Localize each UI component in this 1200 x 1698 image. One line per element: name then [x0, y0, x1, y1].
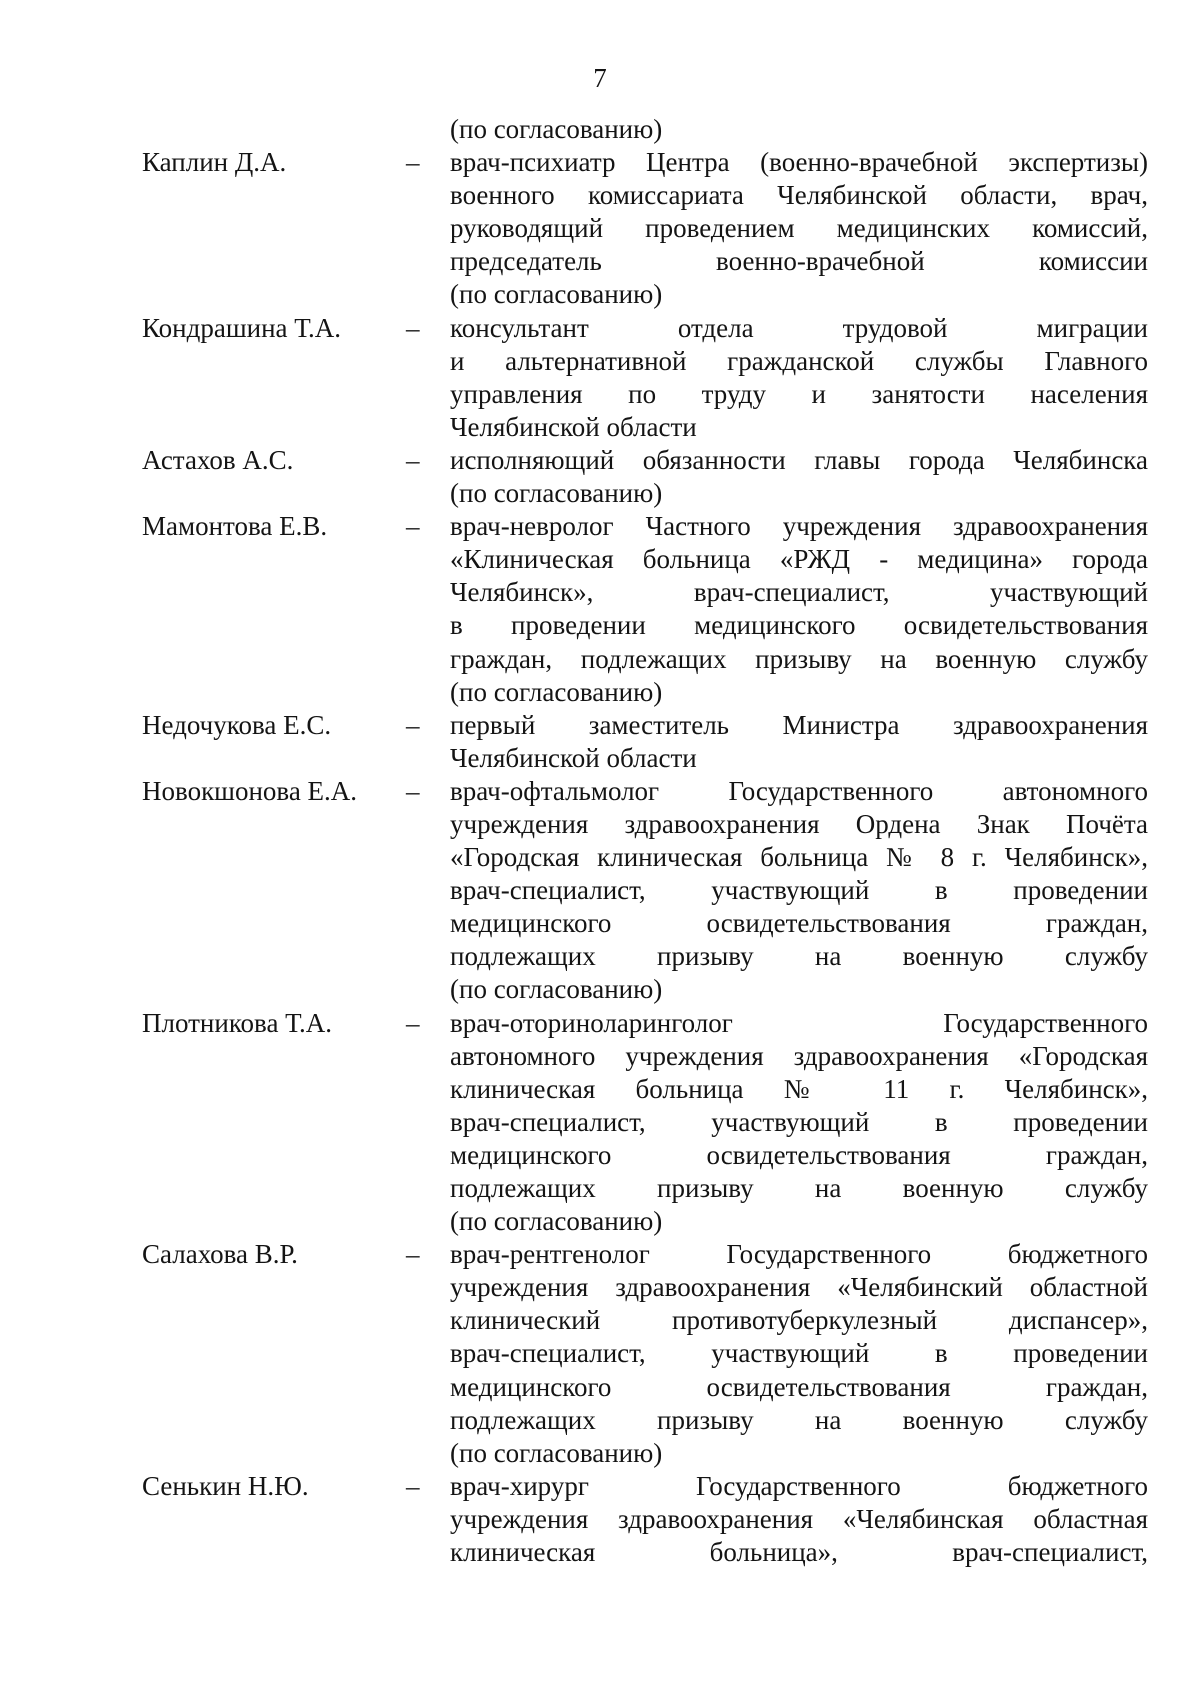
member-position-text: врач-специалист, участвующий в проведении — [450, 1106, 1148, 1137]
page-number: 7 — [593, 63, 607, 93]
entry-line — [0, 709, 1200, 742]
member-position-text: (по согласованию) — [450, 114, 663, 144]
member-position-text: военного комиссариата Челябинской области, врач, — [450, 180, 1148, 211]
member-entry — [0, 709, 1200, 775]
member-position-text: клинический противотуберкулезный диспансер», — [450, 1305, 1148, 1336]
entry-line — [0, 1304, 1200, 1337]
member-name: Астахов А.С. — [142, 444, 294, 475]
member-position-text: управления по труду и занятости населения — [450, 378, 1148, 409]
member-position-text: подлежащих призыву на военную службу — [450, 1404, 1148, 1435]
entry-line — [0, 1404, 1200, 1437]
commission-member-list — [0, 113, 1200, 1569]
entry-line — [0, 1371, 1200, 1404]
member-name: Плотникова Т.А. — [142, 1007, 332, 1038]
member-position-text: (по согласованию) — [450, 279, 663, 310]
entry-line — [0, 1040, 1200, 1073]
member-entry — [0, 1470, 1200, 1569]
entry-line — [0, 775, 1200, 808]
entry-line — [0, 1172, 1200, 1205]
entry-line — [0, 179, 1200, 212]
entry-dash: – — [406, 147, 420, 178]
member-position-text: учреждения здравоохранения Ордена Знак Почёта — [450, 808, 1148, 839]
entry-line — [0, 345, 1200, 378]
entry-line — [0, 1470, 1200, 1503]
member-position-text: (по согласованию) — [450, 676, 663, 707]
entry-line — [0, 1271, 1200, 1304]
entry-line — [0, 1073, 1200, 1106]
member-position-text: и альтернативной гражданской службы Главного — [450, 345, 1148, 376]
member-position-text: «Клиническая больница «РЖД - медицина» города — [450, 544, 1148, 575]
member-entry — [0, 444, 1200, 510]
entry-line — [0, 1106, 1200, 1139]
member-entry — [0, 1238, 1200, 1470]
member-position-text: автономного учреждения здравоохранения «Городская — [450, 1040, 1148, 1071]
member-position-text: Челябинской области — [450, 411, 697, 442]
member-position-text: первый заместитель Министра здравоохранения — [450, 709, 1148, 740]
entry-line — [0, 1205, 1200, 1238]
member-entry — [0, 1007, 1200, 1239]
member-entry — [0, 510, 1200, 709]
entry-line — [0, 1007, 1200, 1040]
entry-line — [0, 1536, 1200, 1569]
member-position-text: клиническая больница», врач-специалист, — [450, 1537, 1148, 1568]
member-entry — [0, 146, 1200, 311]
member-name: Каплин Д.А. — [142, 147, 287, 178]
member-name: Сенькин Н.Ю. — [142, 1470, 309, 1501]
member-position-text: клиническая больница № 11 г. Челябинск», — [450, 1073, 1148, 1104]
member-position-text: врач-оториноларинголог Государственного — [450, 1007, 1148, 1038]
member-position-text: подлежащих призыву на военную службу — [450, 941, 1148, 972]
entry-line — [0, 576, 1200, 609]
member-position-text: граждан, подлежащих призыву на военную службу — [450, 643, 1148, 674]
entry-line — [0, 378, 1200, 411]
entry-dash: – — [406, 775, 420, 806]
entry-line — [0, 609, 1200, 642]
member-position-text: Челябинск», врач-специалист, участвующий — [450, 577, 1148, 608]
member-position-text: врач-психиатр Центра (военно-врачебной экспертизы) — [450, 147, 1148, 178]
entry-line — [0, 1503, 1200, 1536]
member-position-text: врач-специалист, участвующий в проведении — [450, 1338, 1148, 1369]
entry-line — [0, 973, 1200, 1006]
member-position-text: исполняющий обязанности главы города Челябинска — [450, 444, 1148, 475]
member-position-text: (по согласованию) — [450, 974, 663, 1005]
member-position-text: (по согласованию) — [450, 1437, 663, 1468]
entry-line — [0, 643, 1200, 676]
entry-line — [0, 113, 1200, 146]
entry-line — [0, 245, 1200, 278]
member-position-text: медицинского освидетельствования граждан, — [450, 1371, 1148, 1402]
entry-line — [0, 841, 1200, 874]
entry-line — [0, 808, 1200, 841]
member-position-text: руководящий проведением медицинских комиссий, — [450, 213, 1148, 244]
entry-line — [0, 212, 1200, 245]
entry-line — [0, 510, 1200, 543]
entry-dash: – — [406, 709, 420, 740]
member-position-text: врач-рентгенолог Государственного бюджетного — [450, 1239, 1148, 1270]
member-position-text: Челябинской области — [450, 742, 697, 773]
member-name: Новокшонова Е.А. — [142, 775, 358, 806]
entry-line — [0, 907, 1200, 940]
member-position-text: медицинского освидетельствования граждан, — [450, 908, 1148, 939]
member-position-text: консультант отдела трудовой миграции — [450, 312, 1148, 343]
entry-line — [0, 874, 1200, 907]
member-name: Кондрашина Т.А. — [142, 312, 342, 343]
member-position-text: врач-невролог Частного учреждения здравоохранения — [450, 511, 1148, 542]
member-position-text: врач-специалист, участвующий в проведении — [450, 875, 1148, 906]
entry-line — [0, 1437, 1200, 1470]
member-position-text: председатель военно-врачебной комиссии — [450, 246, 1148, 277]
member-position-text: учреждения здравоохранения «Челябинский областной — [450, 1272, 1148, 1303]
entry-line — [0, 676, 1200, 709]
entry-line — [0, 278, 1200, 311]
entry-line — [0, 1139, 1200, 1172]
entry-line — [0, 411, 1200, 444]
entry-line — [0, 543, 1200, 576]
member-name: Мамонтова Е.В. — [142, 511, 328, 542]
member-position-text: в проведении медицинского освидетельствования — [450, 610, 1148, 641]
member-position-text: (по согласованию) — [450, 478, 663, 509]
entry-line — [0, 312, 1200, 345]
member-entry — [0, 312, 1200, 444]
entry-dash: – — [406, 511, 420, 542]
member-name: Салахова В.Р. — [142, 1239, 298, 1270]
entry-dash: – — [406, 1007, 420, 1038]
member-entry — [0, 775, 1200, 1007]
member-position-text: подлежащих призыву на военную службу — [450, 1173, 1148, 1203]
member-position-text: врач-хирург Государственного бюджетного — [450, 1470, 1148, 1501]
entry-line — [0, 1337, 1200, 1370]
member-entry — [0, 113, 1200, 146]
entry-dash: – — [406, 312, 420, 343]
entry-line — [0, 940, 1200, 973]
entry-line — [0, 742, 1200, 775]
entry-line — [0, 146, 1200, 179]
entry-dash: – — [406, 1470, 420, 1501]
member-position-text: «Городская клиническая больница № 8 г. Челябинск», — [450, 842, 1148, 873]
member-name: Недочукова Е.С. — [142, 709, 332, 740]
entry-line — [0, 477, 1200, 510]
member-position-text: медицинского освидетельствования граждан, — [450, 1139, 1148, 1170]
member-position-text: врач-офтальмолог Государственного автономного — [450, 775, 1148, 806]
member-position-text: (по согласованию) — [450, 1206, 663, 1237]
entry-line — [0, 1238, 1200, 1271]
entry-dash: – — [406, 1239, 420, 1270]
entry-dash: – — [406, 444, 420, 475]
member-position-text: учреждения здравоохранения «Челябинская областная — [450, 1503, 1148, 1534]
entry-line — [0, 444, 1200, 477]
